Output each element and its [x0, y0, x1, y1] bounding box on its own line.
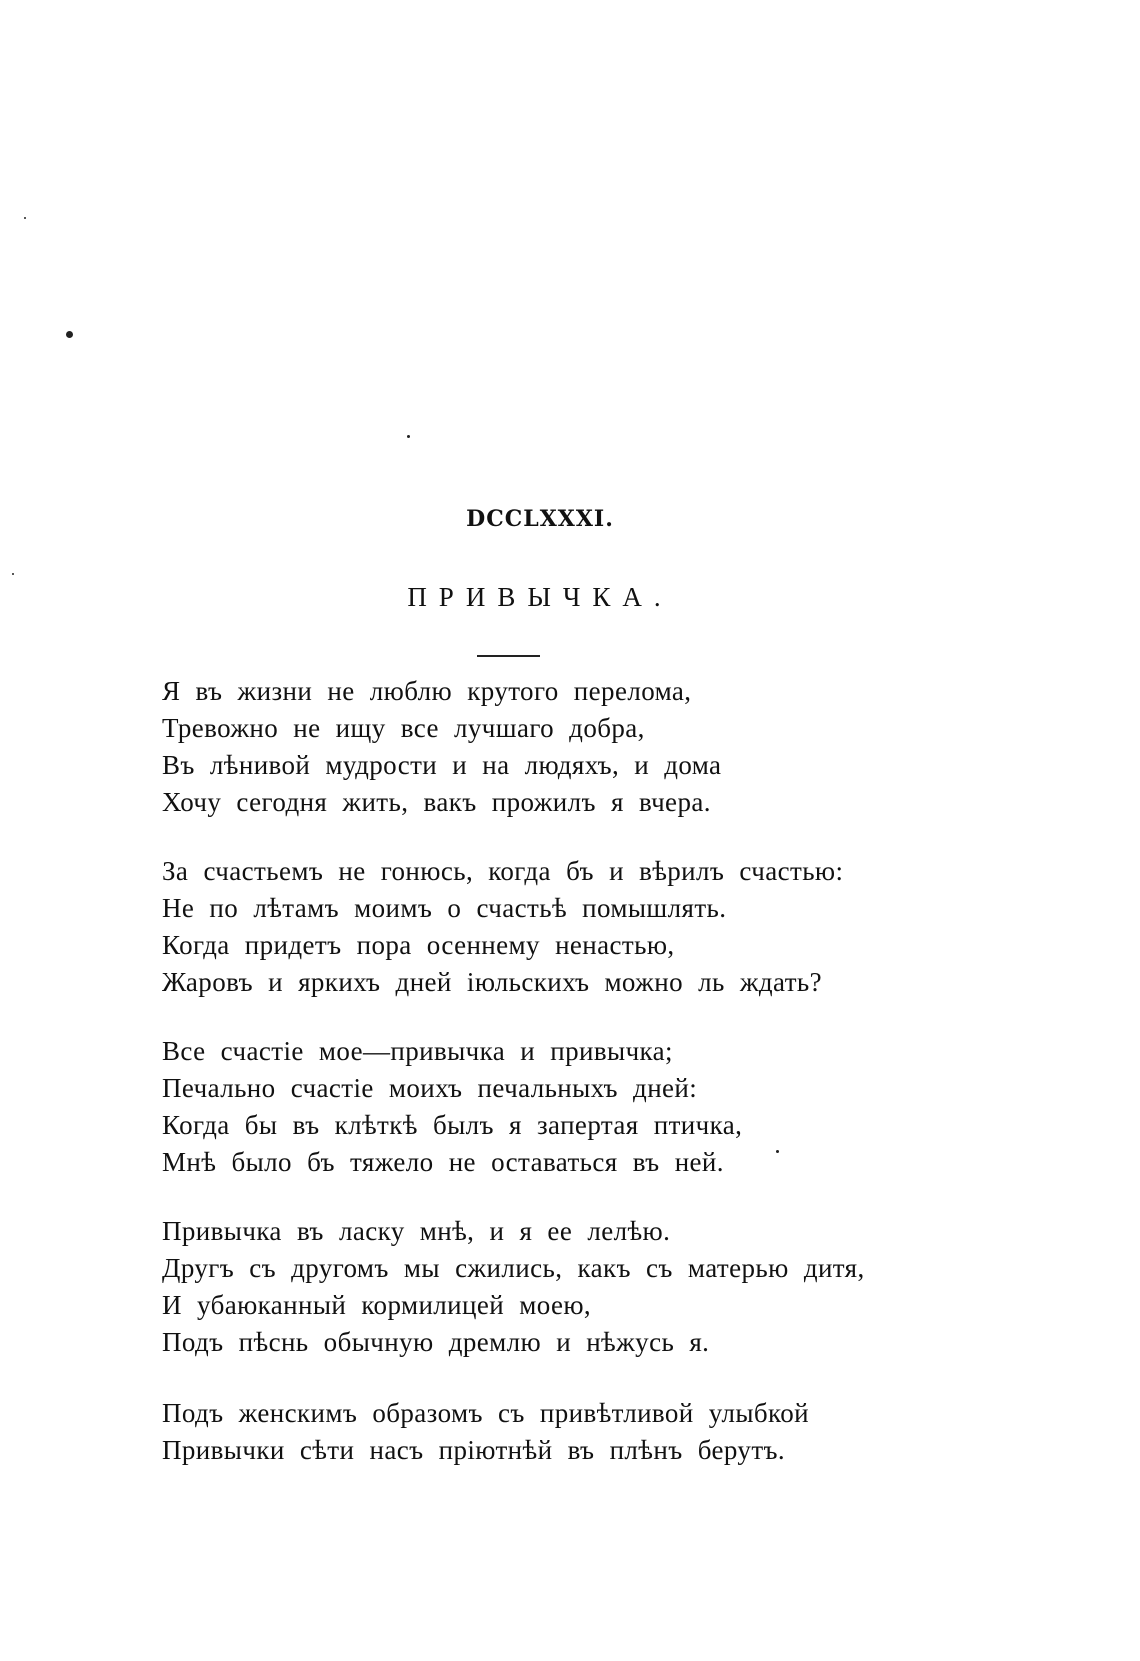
poem-line: Подъ пѣснь обычную дремлю и нѣжусь я.	[162, 1327, 710, 1357]
stanza	[162, 853, 882, 1001]
stanza	[162, 1213, 882, 1361]
page-speck	[407, 435, 410, 438]
poem-line: Привычка въ ласку мнѣ, и я ее лелѣю.	[162, 1216, 671, 1246]
page-speck	[66, 331, 73, 338]
poem-number: DCCLXXXI.	[466, 506, 614, 532]
poem-line: За счастьемъ не гонюсь, когда бъ и вѣрилъ счастью:	[162, 856, 844, 886]
poem-line: И убаюканный кормилицей моею,	[162, 1290, 592, 1320]
poem-line: Жаровъ и яркихъ дней іюльскихъ можно ль ждать?	[162, 967, 823, 997]
stanza	[162, 1395, 882, 1469]
page-speck	[12, 573, 14, 575]
poem-line: Не по лѣтамъ моимъ о счастьѣ помышлять.	[162, 893, 727, 923]
stanza	[162, 1033, 882, 1181]
poem-line: Привычки сѣти насъ пріютнѣй въ плѣнъ берутъ.	[162, 1435, 786, 1465]
poem-line: Когда бы въ клѣткѣ былъ я запертая птичка,	[162, 1110, 743, 1140]
title-divider	[477, 655, 540, 657]
page-speck	[24, 217, 26, 219]
poem-title: ПРИВЫЧКА.	[407, 582, 673, 612]
poem-line: Я въ жизни не люблю крутого перелома,	[162, 676, 692, 706]
poem-line: Мнѣ было бъ тяжело не оставаться въ ней.	[162, 1147, 724, 1177]
poem-line: Все счастіе мое—привычка и привычка;	[162, 1036, 673, 1066]
poem-line: Тревожно не ищу все лучшаго добра,	[162, 713, 645, 743]
poem-line: Другъ съ другомъ мы сжились, какъ съ матерью дитя,	[162, 1253, 865, 1283]
stanza	[162, 673, 882, 821]
poem-line: Печально счастіе моихъ печальныхъ дней:	[162, 1073, 698, 1103]
poem-line: Когда придетъ пора осеннему ненастью,	[162, 930, 675, 960]
poem-line: Хочу сегодня жить, вакъ прожилъ я вчера.	[162, 787, 711, 817]
poem-line: Подъ женскимъ образомъ съ привѣтливой улыбкой	[162, 1398, 809, 1428]
poem-line: Въ лѣнивой мудрости и на людяхъ, и дома	[162, 750, 722, 780]
